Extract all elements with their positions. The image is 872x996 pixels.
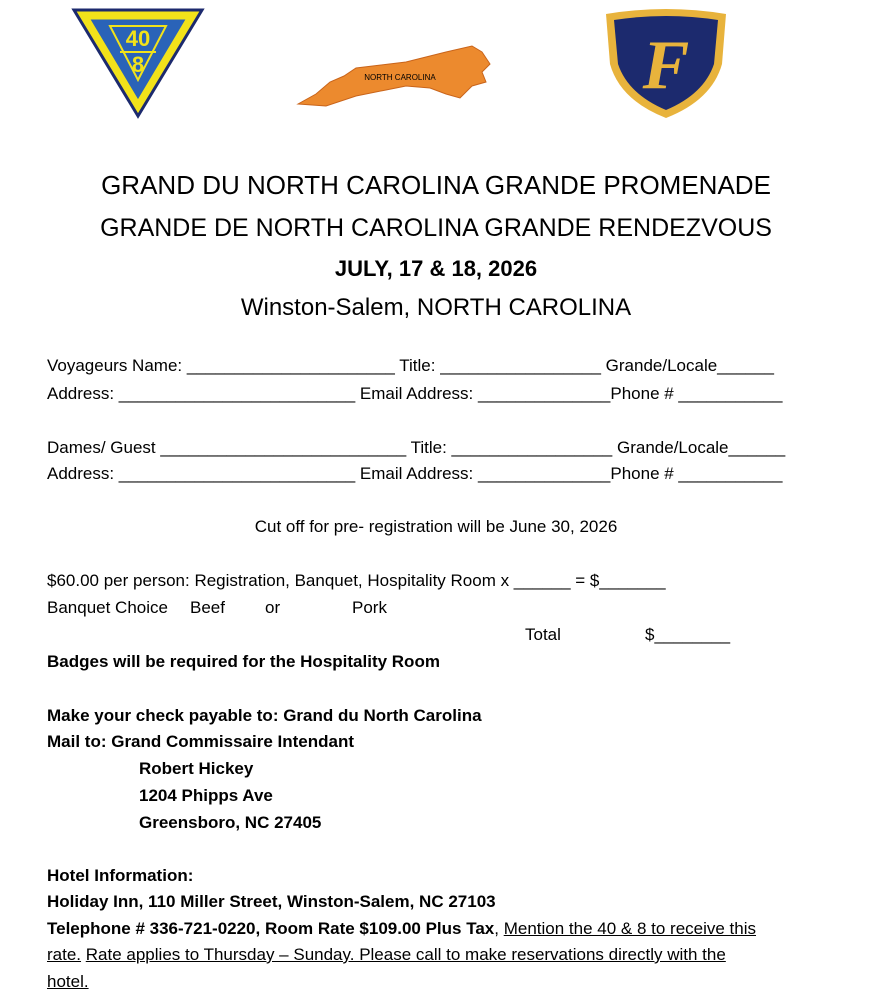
voyageur-address-row[interactable]: Address: _________________________ Email Address: ______________Phone # ___________: [47, 384, 783, 403]
shield-letter: F: [642, 27, 690, 104]
hotel-rate-line: [47, 945, 726, 965]
hotel-last: hotel.: [47, 972, 89, 991]
mail-street: 1204 Phipps Ave: [139, 786, 273, 805]
hotel-phone-line: Telephone # 336-721-0220, Room Rate $109.00 Plus Tax, Mention the 40 & 8 to receive this: [47, 919, 757, 938]
dames-guest-row[interactable]: Dames/ Guest __________________________ Title: _________________ Grande/Locale______: [47, 438, 786, 457]
heading-line-1: GRAND DU NORTH CAROLINA GRANDE PROMENADE: [101, 170, 771, 200]
banquet-choice-label: Banquet Choice: [47, 598, 168, 617]
hotel-phone-rate: Telephone # 336-721-0220, Room Rate $109.00 Plus Tax: [47, 919, 495, 938]
total-blank[interactable]: $________: [645, 625, 731, 644]
map-label: NORTH CAROLINA: [364, 73, 436, 82]
mail-city: Greensboro, NC 27405: [139, 813, 322, 832]
choice-or: or: [265, 598, 281, 617]
mail-name: Robert Hickey: [139, 759, 254, 778]
hotel-address: Holiday Inn, 110 Miller Street, Winston-Salem, NC 27103: [47, 892, 496, 911]
f-shield-emblem: [600, 8, 732, 120]
hotel-mention: Mention the 40 & 8 to receive this: [503, 919, 757, 938]
emblem-number-bottom: 8: [131, 52, 145, 77]
mail-to: Mail to: Grand Commissaire Intendant: [47, 732, 354, 751]
check-payable: Make your check payable to: Grand du North Carolina: [47, 706, 482, 725]
forty-and-eight-emblem: [70, 4, 206, 120]
choice-pork[interactable]: Pork: [352, 598, 387, 617]
total-label: Total: [525, 625, 561, 644]
emblem-number-top: 40: [125, 26, 151, 51]
badges-note: Badges will be required for the Hospitality Room: [47, 652, 440, 671]
fee-line[interactable]: $60.00 per person: Registration, Banquet, Hospitality Room x ______ = $_______: [47, 571, 666, 590]
north-carolina-map: [296, 42, 492, 112]
dames-address-row[interactable]: Address: _________________________ Email Address: ______________Phone # ___________: [47, 464, 783, 483]
hotel-header: Hotel Information:: [47, 866, 194, 885]
heading-line-2: GRANDE DE NORTH CAROLINA GRANDE RENDEZVOUS: [100, 214, 772, 242]
cutoff-notice: Cut off for pre- registration will be June 30, 2026: [254, 517, 618, 536]
hotel-applies: Rate applies to Thursday – Sunday. Please call to make reservations directly with the: [85, 945, 726, 964]
event-location: Winston-Salem, NORTH CAROLINA: [240, 294, 632, 321]
voyageur-name-row[interactable]: Voyageurs Name: ______________________ Title: _________________ Grande/Locale______: [47, 356, 774, 375]
event-date: JULY, 17 & 18, 2026: [334, 256, 538, 281]
choice-beef[interactable]: Beef: [190, 598, 225, 617]
hotel-rate-word: rate.: [47, 945, 82, 964]
